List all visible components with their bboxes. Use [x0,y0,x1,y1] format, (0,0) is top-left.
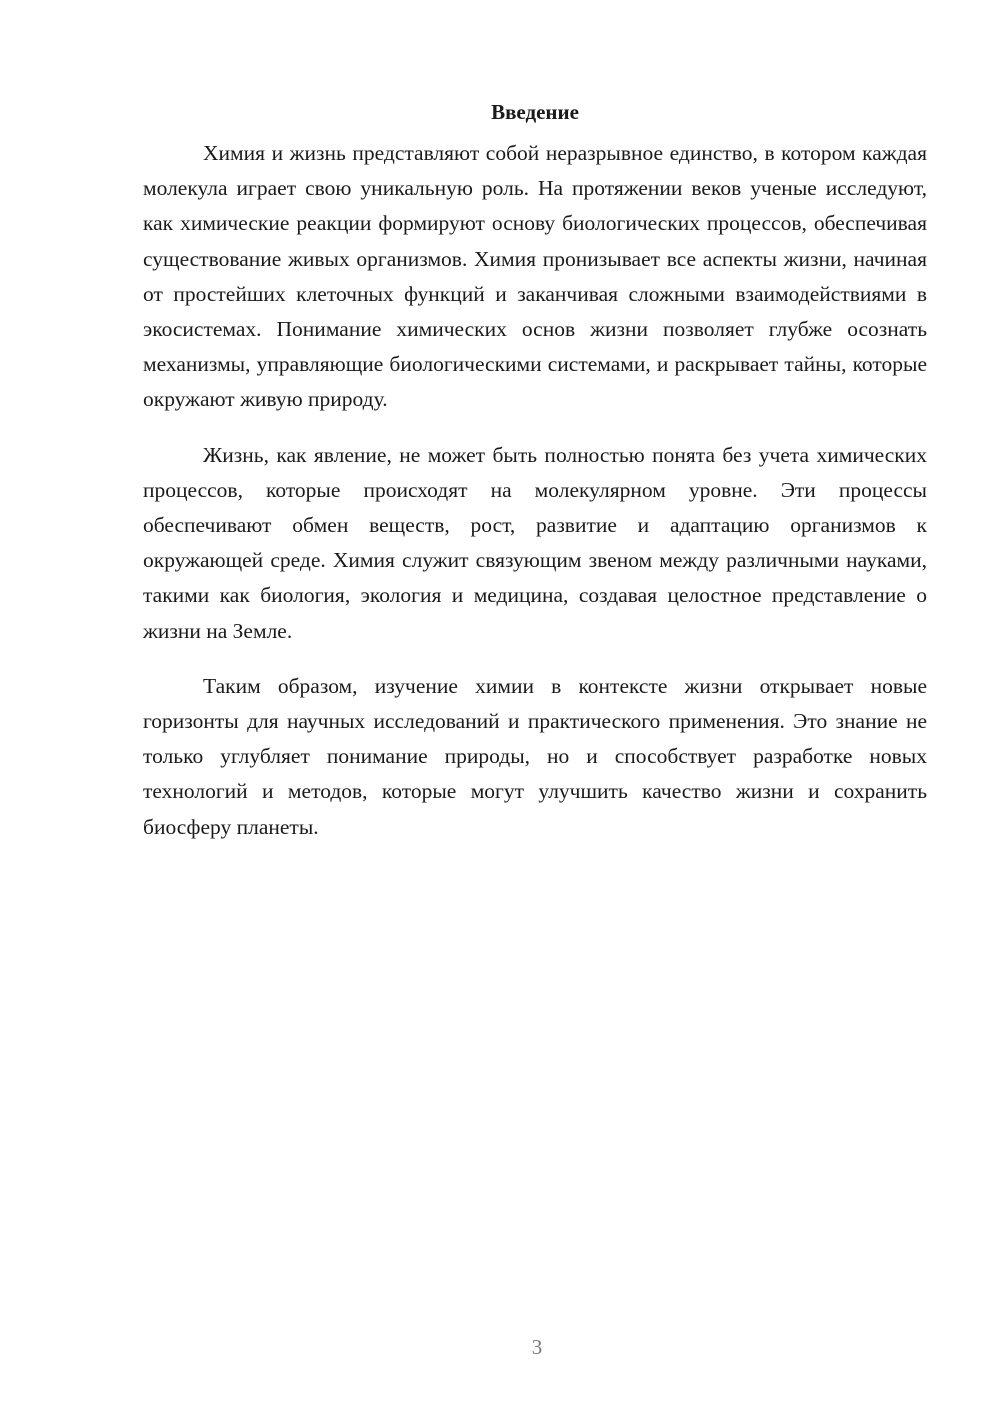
paragraph-1: Химия и жизнь представляют собой неразрывное единство, в котором каждая молекула играет свою уникальную роль. На протяжении веков ученые исследуют, как химические реакции формируют основу биологических процессов, обеспечивая существование живых организмов. Химия пронизывает все аспекты жизни, начиная от простейших клеточных функций и заканчивая сложными взаимодействиями в экосистемах. Понимание химических основ жизни позволяет глубже осознать механизмы, управляющие биологическими системами, и раскрывает тайны, которые окружают живую природу. [143,141,927,412]
paragraph-3: Таким образом, изучение химии в контексте жизни открывает новые горизонты для научных исследований и практического применения. Это знание не только углубляет понимание природы, но и способствует разработке новых технологий и методов, которые могут улучшить качество жизни и сохранить биосферу планеты. [143,673,927,839]
section-title: Введение [491,100,579,124]
page-content [143,98,927,865]
paragraph-2: Жизнь, как явление, не может быть полностью понята без учета химических процессов, которые происходят на молекулярном уровне. Эти процессы обеспечивают обмен веществ, рост, развитие и адаптацию организмов к окружающей среде. Химия служит связующим звеном между различными науками, такими как биология, экология и медицина, создавая целостное представление о жизни на Земле. [143,442,927,643]
page-number: 3 [531,1335,543,1359]
